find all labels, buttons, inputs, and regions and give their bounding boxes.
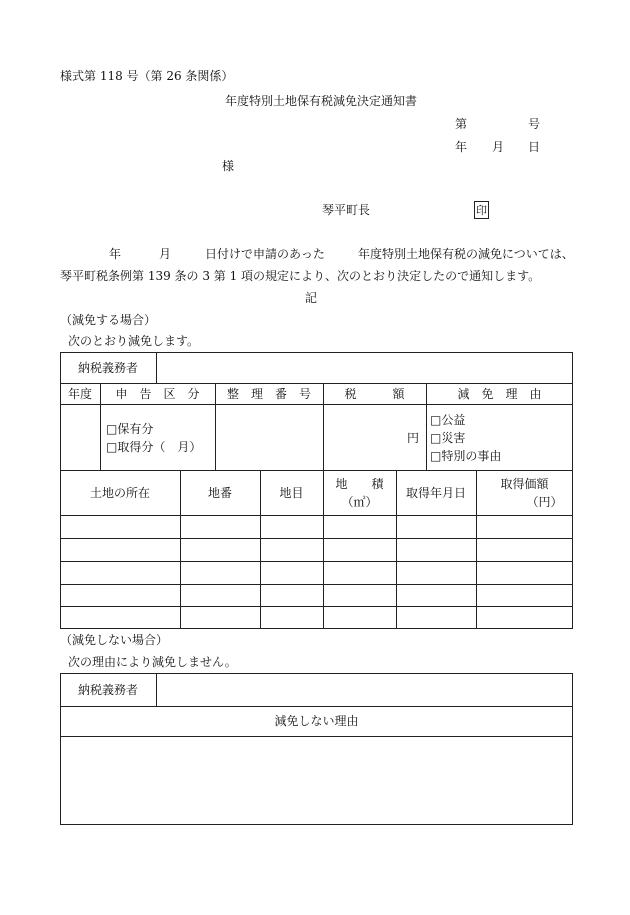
declaration-category-options: [106, 405, 214, 470]
reduction-reason-options: [430, 405, 570, 470]
body-tax-text: 年度特別土地保有税の減免については、: [358, 247, 574, 261]
section1-taxpayer-field[interactable]: [157, 353, 572, 382]
col-land-category: 地目: [279, 485, 304, 500]
reference-number-field[interactable]: [216, 405, 322, 469]
col-acquisition-price: [476, 470, 573, 515]
document-title: 年度特別土地保有税減免決定通知書: [225, 94, 418, 108]
no-reduction-reason-field[interactable]: [61, 737, 572, 824]
col-declaration-category: 申 告 区 分: [115, 387, 200, 401]
date-month: 月: [492, 140, 505, 154]
section1-heading: （減免する場合）: [60, 313, 157, 327]
body-month: 月: [159, 247, 172, 261]
yen-unit: 円: [407, 431, 420, 445]
section2-heading: （減免しない場合）: [60, 633, 169, 647]
col-land-area-label: 地 積: [335, 476, 384, 491]
checkbox-holding[interactable]: □保有分: [106, 421, 154, 436]
col-land-area: [323, 470, 396, 515]
col-tax-amount: 税 額: [344, 387, 405, 401]
form-number: 様式第 118 号（第 26 条関係）: [60, 69, 234, 83]
col-lot-number: 地番: [207, 485, 232, 500]
section2-taxpayer-field[interactable]: [157, 674, 572, 705]
col-land-location: 土地の所在: [89, 485, 150, 500]
land-row[interactable]: [61, 585, 572, 606]
seal-mark: 印: [474, 201, 489, 219]
col-acquisition-price-unit: （円）: [526, 494, 563, 509]
col-acquisition-date: 取得年月日: [405, 485, 466, 500]
number-suffix: 号: [528, 117, 541, 131]
ki-mark: 記: [305, 291, 318, 305]
section2-intro: 次の理由により減免しません。: [68, 655, 237, 669]
col-acquisition-price-label: 取得価額: [500, 476, 549, 491]
col-land-area-unit: （㎡）: [341, 494, 378, 509]
col-fiscal-year: 年度: [67, 387, 92, 401]
fiscal-year-field[interactable]: [61, 405, 99, 469]
addressee-suffix: 様: [222, 159, 235, 173]
checkbox-disaster[interactable]: □災害: [430, 430, 466, 445]
no-reduction-reason-header: 減免しない理由: [274, 714, 359, 728]
body-line-2: 琴平町税条例第 139 条の 3 第 1 項の規定により、次のとおり決定したので通知します。: [60, 269, 541, 283]
date-day: 日: [528, 140, 541, 154]
section2-taxpayer-label: 納税義務者: [77, 682, 138, 697]
land-row[interactable]: [61, 607, 572, 628]
body-year: 年: [109, 247, 122, 261]
land-row[interactable]: [61, 516, 572, 538]
number-prefix: 第: [455, 117, 468, 131]
col-reduction-reason: 減 免 理 由: [457, 387, 542, 401]
checkbox-public-interest[interactable]: □公益: [430, 412, 466, 427]
section1-taxpayer-label: 納税義務者: [77, 360, 138, 375]
checkbox-special-reason[interactable]: □特別の事由: [430, 448, 502, 463]
land-row[interactable]: [61, 539, 572, 561]
col-reference-number: 整 理 番 号: [226, 387, 311, 401]
land-row[interactable]: [61, 562, 572, 584]
body-applied-text: 日付けで申請のあった: [205, 247, 325, 261]
date-year: 年: [455, 140, 468, 154]
issuer-name: 琴平町長: [322, 203, 371, 217]
checkbox-acquisition[interactable]: □取得分（ 月）: [106, 439, 202, 454]
section1-intro: 次のとおり減免します。: [68, 334, 200, 348]
